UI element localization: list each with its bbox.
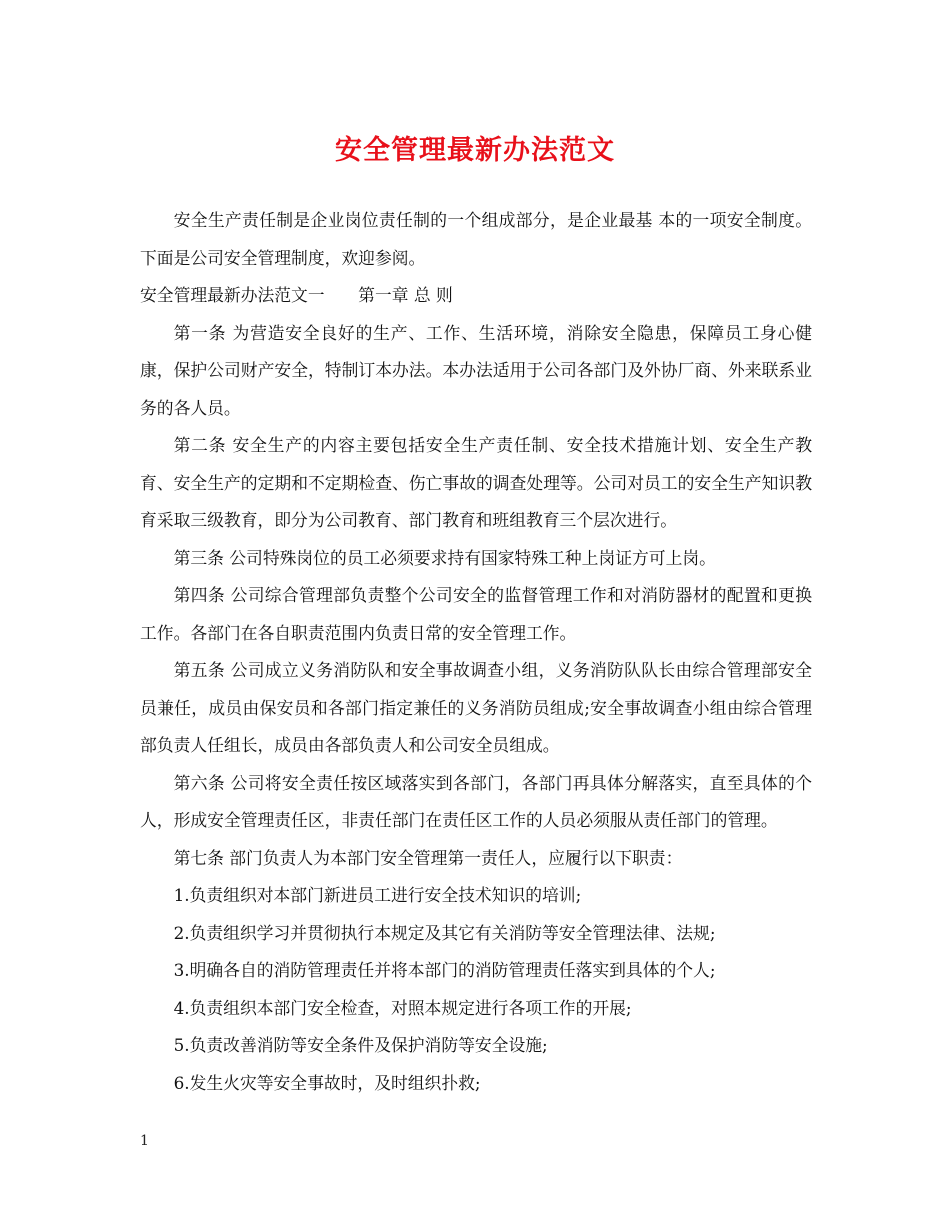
document-title: 安全管理最新办法范文 xyxy=(335,135,615,166)
paragraph-intro: 安全生产责任制是企业岗位责任制的一个组成部分，是企业最基 本的一项安全制度。下面是公司安全管理制度，欢迎参阅。 xyxy=(140,210,812,268)
document-body xyxy=(140,202,812,1102)
list-item-duty-2: 2.负责组织学习并贯彻执行本规定及其它有关消防等安全管理法律、法规; xyxy=(173,922,716,943)
page-number: 1 xyxy=(140,1133,149,1149)
list-item-duty-1: 1.负责组织对本部门新进员工进行安全技术知识的培训; xyxy=(173,885,582,905)
paragraph-chapter-heading: 安全管理最新办法范文一 第一章 总 则 xyxy=(140,285,453,305)
list-item-duty-4: 4.负责组织本部门安全检查，对照本规定进行各项工作的开展; xyxy=(173,997,632,1018)
list-item-duty-3: 3.明确各自的消防管理责任并将本部门的消防管理责任落实到具体的个人; xyxy=(173,960,716,980)
paragraph-article-1: 第一条 为营造安全良好的生产、工作、生活环境，消除安全隐患，保障员工身心健康，保护公司财产安全，特制订本办法。本办法适用于公司各部门及外协厂商、外来联系业务的各人员。 xyxy=(140,322,812,418)
paragraph-article-3: 第三条 公司特殊岗位的员工必须要求持有国家特殊工种上岗证方可上岗。 xyxy=(173,547,716,568)
paragraph-article-6: 第六条 公司将安全责任按区域落实到各部门，各部门再具体分解落实，直至具体的个人，形成安全管理责任区，非责任部门在责任区工作的人员必须服从责任部门的管理。 xyxy=(140,772,812,830)
list-item-duty-6: 6.发生火灾等安全事故时，及时组织扑救; xyxy=(173,1072,481,1093)
paragraph-article-5: 第五条 公司成立义务消防队和安全事故调查小组，义务消防队队长由综合管理部安全员兼任，成员由保安员和各部门指定兼任的义务消防员组成;安全事故调查小组由综合管理部负责人任组长，成员由各部负责人和公司安全员组成。 xyxy=(140,660,812,755)
paragraph-article-7: 第七条 部门负责人为本部门安全管理第一责任人，应履行以下职责： xyxy=(173,847,683,868)
paragraph-article-2: 第二条 安全生产的内容主要包括安全生产责任制、安全技术措施计划、安全生产教育、安全生产的定期和不定期检查、伤亡事故的调查处理等。公司对员工的安全生产知识教育采取三级教育，即分为公司教育、部门教育和班组教育三个层次进行。 xyxy=(140,435,812,530)
paragraph-article-4: 第四条 公司综合管理部负责整个公司安全的监督管理工作和对消防器材的配置和更换工作。各部门在各自职责范围内负责日常的安全管理工作。 xyxy=(140,585,812,643)
list-item-duty-5: 5.负责改善消防等安全条件及保护消防等安全设施; xyxy=(173,1035,548,1055)
